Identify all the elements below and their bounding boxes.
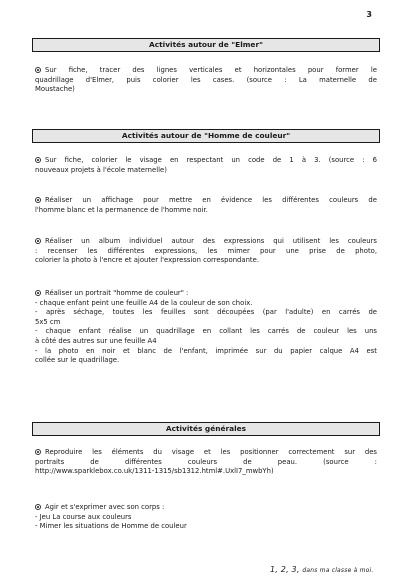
section-title-elmer: Activités autour de "Elmer" bbox=[32, 38, 380, 52]
bullet-icon bbox=[35, 197, 41, 203]
page-number: 3 bbox=[366, 10, 372, 19]
bullet-icon bbox=[35, 157, 41, 163]
section-title-generales: Activités générales bbox=[32, 422, 380, 436]
paragraph: Reproduire les éléments du visage et les positionner correctement sur des portraits de différentes couleurs de peau. (source : http://www.sparklebox.co.uk/1311-1315/sb1312.html#.UxlI7_mwbYh) bbox=[35, 448, 377, 476]
bullet-icon bbox=[35, 290, 41, 296]
paragraph: Réaliser un affichage pour mettre en évidence les différentes couleurs de l'homme blanc et la permanence de l'homme noir. bbox=[35, 196, 377, 214]
paragraph: Sur fiche, colorier le visage en respectant un code de 1 à 3. (source : 6 nouveaux projets à l'école maternelle) bbox=[35, 156, 377, 174]
paragraph: Sur fiche, tracer des lignes verticales et horizontales pour former le quadrillage d'Elmer, puis colorier les cases. (source : La maternelle de Moustache) bbox=[35, 66, 377, 94]
bullet-icon bbox=[35, 67, 41, 73]
paragraph: Réaliser un album individuel autour des expressions qui utilisent les couleurs : recenser les différentes expressions, les mimer pour une prise de photo, colorier la photo à l'encre et ajouter l'expression correspondante. bbox=[35, 237, 377, 265]
paragraph: Réaliser un portrait "homme de couleur" : - chaque enfant peint une feuille A4 de la couleur de son choix. - après séchage, toutes les feuilles sont découpées (par l'adulte) en carrés de 5x5 cm - chaque enfant réalise un quadrillage en collant les carrés de couleur les uns à côté des autres sur une feuille A4 - la photo en noir et blanc de l'enfant, imprimée sur du papier calque A4 est collée sur le quadrillage. bbox=[35, 289, 377, 365]
bullet-icon bbox=[35, 449, 41, 455]
bullet-icon bbox=[35, 238, 41, 244]
bullet-icon bbox=[35, 504, 41, 510]
section-title-homme-de-couleur: Activités autour de "Homme de couleur" bbox=[32, 129, 380, 143]
footer-signature: 1, 2, 3, dans ma classe à moi. bbox=[270, 565, 374, 574]
paragraph: Agir et s'exprimer avec son corps : - Jeu La course aux couleurs - Mimer les situations de Homme de couleur bbox=[35, 503, 187, 531]
